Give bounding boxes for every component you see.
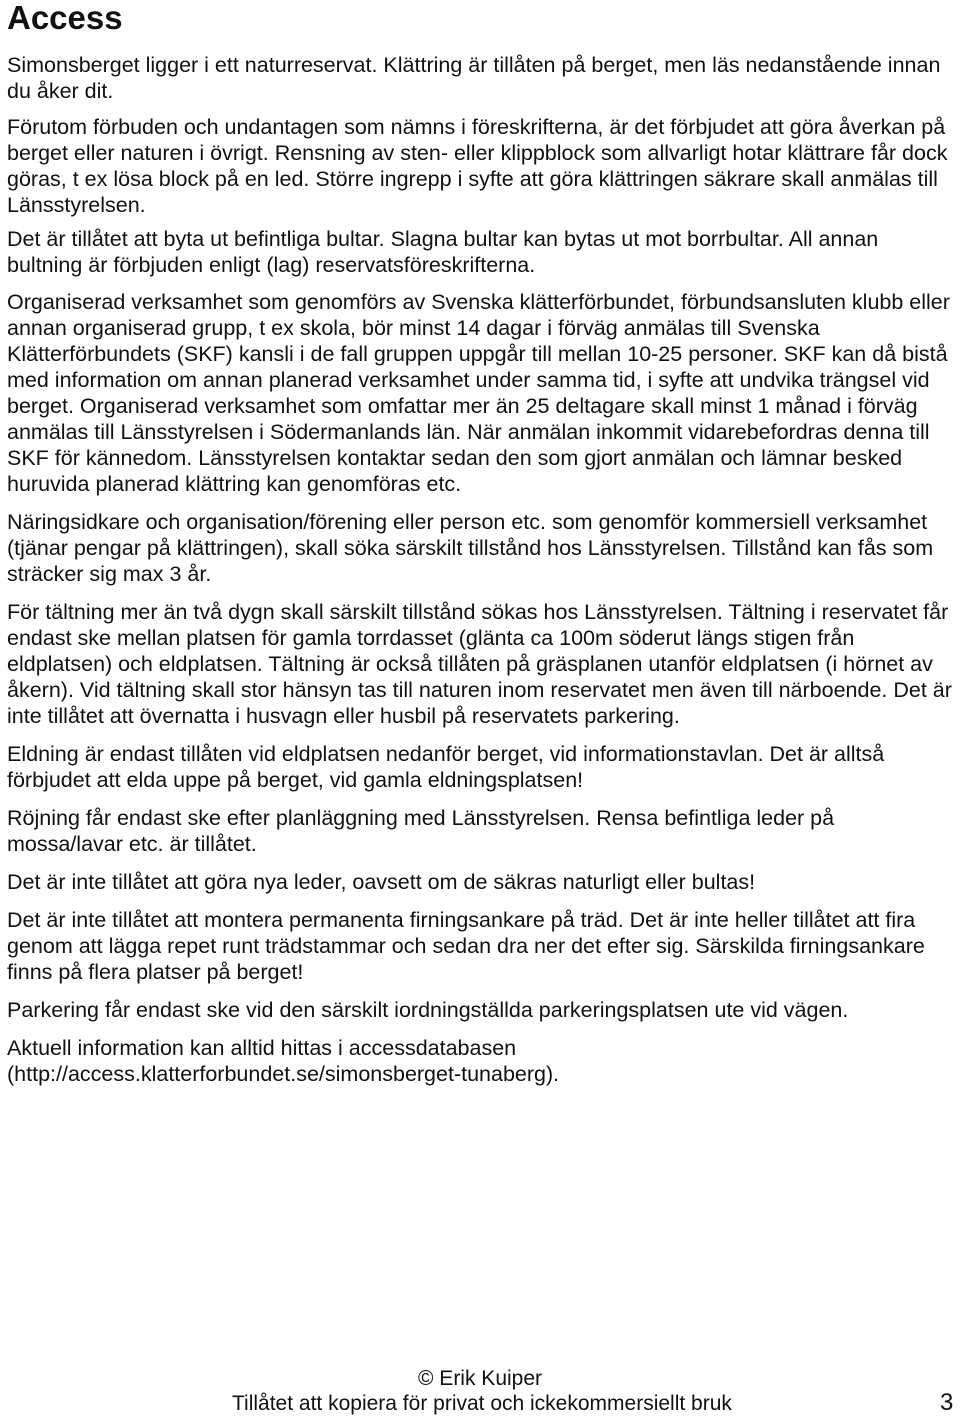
paragraph-anchors: Det är inte tillåtet att montera permanenta firningsankare på träd. Det är inte heller tillåtet att fira genom att lägga repet runt trädstammar och sedan dra ner det efter sig. Särskilda firningsankare finns på flera platser på berget! <box>7 908 925 984</box>
paragraph-intro: Simonsberget ligger i ett naturreservat. Klättring är tillåten på berget, men läs nedanstående innan du åker dit. <box>7 53 941 103</box>
paragraph-new-routes: Det är inte tillåtet att göra nya leder, oavsett om de säkras naturligt eller bultas! <box>7 870 756 894</box>
paragraph-commercial: Näringsidkare och organisation/förening eller person etc. som genomför kommersiell verksamhet (tjänar pengar på klättringen), skall söka särskilt tillstånd hos Länsstyrelsen. Tillstånd kan fås som sträcker sig max 3 år. <box>7 510 934 586</box>
document-page <box>7 0 952 1087</box>
paragraph-parking: Parkering får endast ske vid den särskilt iordningställda parkeringsplatsen ute vid vägen. <box>7 998 849 1022</box>
paragraph-prohibitions: Förutom förbuden och undantagen som nämns i föreskrifterna, är det förbjudet att göra åverkan på berget eller naturen i övrigt. Rensning av sten- eller klippblock som allvarligt hotar klättrare får dock göras, t ex lösa block på en led. Större ingrepp i syfte att göra klättringen säkrare skall anmälas till Länsstyrelsen. <box>7 115 948 217</box>
footer-license: Tillåtet att kopiera för privat och ickekommersiellt bruk <box>232 1392 732 1415</box>
paragraph-clearing: Röjning får endast ske efter planläggning med Länsstyrelsen. Rensa befintliga leder på mossa/lavar etc. är tillåtet. <box>7 806 835 856</box>
page-footer <box>0 1366 960 1420</box>
paragraph-bolts: Det är tillåtet att byta ut befintliga bultar. Slagna bultar kan bytas ut mot borrbultar. All annan bultning är förbjuden enligt (lag) reservatsföreskrifterna. <box>7 227 879 277</box>
paragraph-camping: För tältning mer än två dygn skall särskilt tillstånd sökas hos Länsstyrelsen. Tältning i reservatet får endast ske mellan platsen för gamla torrdasset (glänta ca 100m söderut längs stigen från eldplatsen) och eldplatsen. Tältning är också tillåten på gräsplanen utanför eldplatsen (i hörnet av åkern). Vid tältning skall stor hänsyn tas till naturen inom reservatet men även till närboende. Det är inte tillåtet att övernatta i husvagn eller husbil på reservatets parkering. <box>7 600 952 728</box>
page-title: Access <box>7 0 123 36</box>
footer-copyright: © Erik Kuiper <box>418 1367 543 1390</box>
paragraph-fire: Eldning är endast tillåten vid eldplatsen nedanför berget, vid informationstavlan. Det är alltså förbjudet att elda uppe på berget, vid gamla eldningsplatsen! <box>7 742 885 792</box>
paragraph-access-info: Aktuell information kan alltid hittas i accessdatabasen (http://access.klatterforbundet.se/simonsberget-tunaberg). <box>7 1036 560 1086</box>
page-number: 3 <box>940 1389 954 1416</box>
paragraph-organized-activity: Organiserad verksamhet som genomförs av Svenska klätterförbundet, förbundsansluten klubb eller annan organiserad grupp, t ex skola, bör minst 14 dagar i förväg anmälas till Svenska Klätterförbundets (SKF) kansli i de fall gruppen uppgår till mellan 10-25 personer. SKF kan då bistå med information om annan planerad verksamhet under samma tid, i syfte att undvika trängsel vid berget. Organiserad verksamhet som omfattar mer än 25 deltagare skall minst 1 månad i förväg anmälas till Länsstyrelsen i Södermanlands län. När anmälan inkommit vidarebefordras denna till SKF för kännedom. Länsstyrelsen kontaktar sedan den som gjort anmälan och lämnar besked huruvida planerad klättring kan genomföras etc. <box>7 290 950 496</box>
